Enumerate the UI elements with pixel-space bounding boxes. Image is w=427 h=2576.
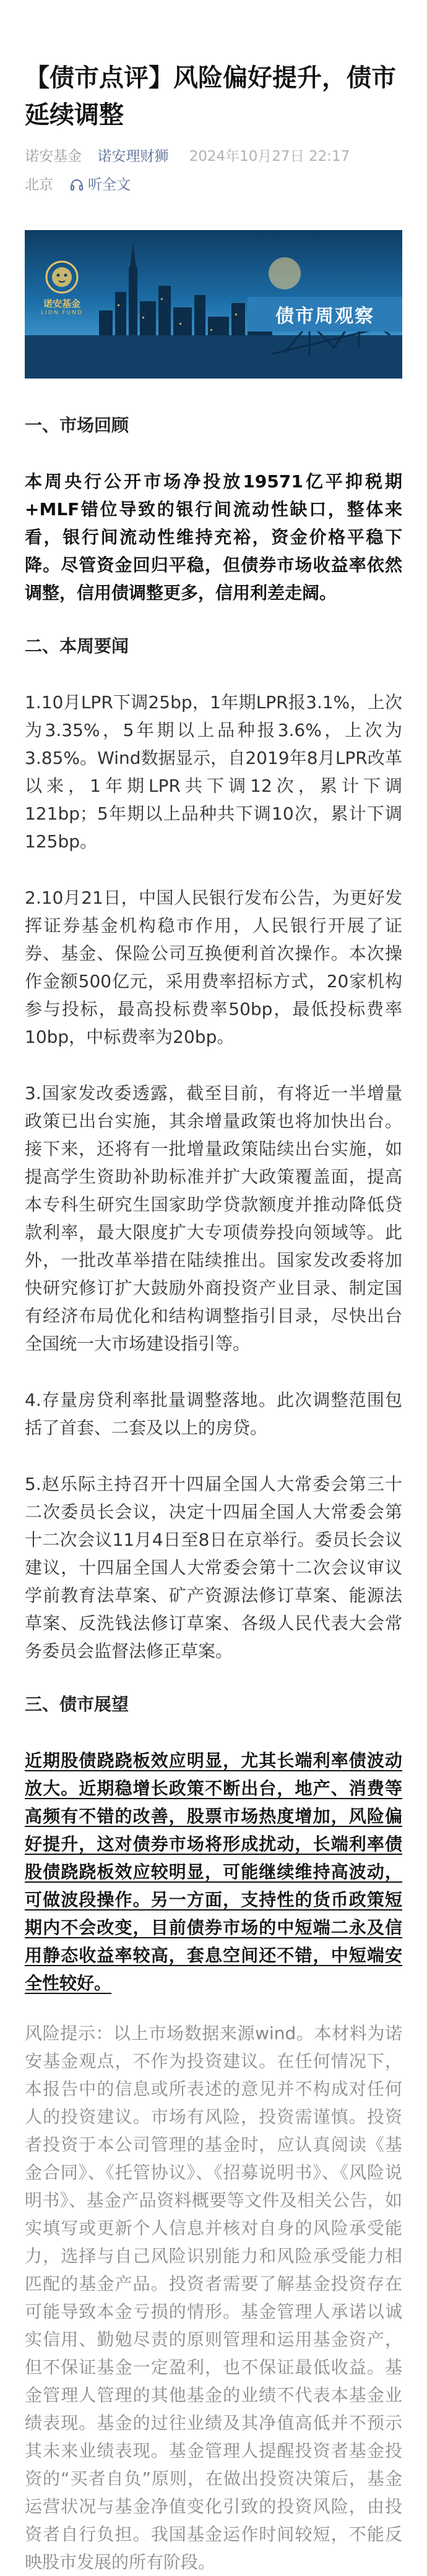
article-meta-secondary [25, 174, 402, 195]
outlook-paragraph [25, 1747, 402, 1997]
headphones-icon [69, 178, 84, 192]
news-item: 5.赵乐际主持召开十四届全国人大常委会第三十二次委员长会议，决定十四届全国人大常委会第十二次会议11月4日至8日在京举行。委员长会议建议，十四届全国人大常委会第十二次会议审议学前教育法草案、矿产资源法修订草案、能源法草案、反洗钱法修订草案、各级人民代表大会常务委员会监督法修正草案。 [25, 1474, 402, 1661]
article-title: 【债市点评】风险偏好提升，债市延续调整 [25, 64, 396, 129]
banner-image [25, 230, 402, 379]
brand-logo [38, 260, 85, 322]
author-name: 诺安基金 [25, 148, 82, 165]
publish-time: 2024年10月27日 22:17 [189, 148, 350, 165]
listen-label: 听全文 [88, 177, 131, 193]
risk-disclaimer: 风险提示：以上市场数据来源wind。本材料为诺安基金观点，不作为投资建议。在任何情况下，本报告中的信息或所表述的意见并不构成对任何人的投资建议。市场有风险，投资需谨慎。投资者投资于本公司管理的基金时，应认真阅读《基金合同》、《托管协议》、《招募说明书》、《风险说明书》、基金产品资料概要等文件及相关公告，如实填写或更新个人信息并核对自身的风险承受能力，选择与自己风险识别能力和风险承受能力相匹配的基金产品。投资者需要了解基金投资存在可能导致本金亏损的情形。基金管理人承诺以诚实信用、勤勉尽责的原则管理和运用基金资产，但不保证基金一定盈利，也不保证最低收益。基金管理人管理的其他基金的业绩不代表本基金业绩表现。基金的过往业绩及其净值高低并不预示其未来业绩表现。基金管理人提醒投资者基金投资的“买者自负”原则，在做出投资决策后，基金运营状况与基金净值变化引致的投资风险，由投资者自行负担。我国基金运作时间较短，不能反映股市发展的所有阶段。 [25, 2023, 402, 2572]
news-item: 2.10月21日，中国人民银行发布公告，为更好发挥证券基金机构稳市作用，人民银行开展了证券、基金、保险公司互换便利首次操作。本次操作金额500亿元，采用费率招标方式，20家机构参与投标，最高投标费率50bp，最低投标费率10bp，中标费率为20bp。 [25, 888, 402, 1047]
section-heading-review: 一、市场回顾 [25, 415, 129, 435]
review-paragraph: 本周央行公开市场净投放19571亿平抑税期+MLF错位导致的银行间流动性缺口，整体来看，银行间流动性维持充裕，资金价格平稳下降。尽管资金回归平稳，但债券市场收益率依然调整，信用债调整更多，信用利差走阔。 [25, 471, 402, 603]
brand-name: 诺安基金 [43, 298, 80, 309]
banner-tag: 债市周观察 [248, 297, 402, 332]
outlook-text: 近期股债跷跷板效应明显，尤其长端利率债波动放大。近期稳增长政策不断出台，地产、消费等高频有不错的改善，股票市场热度增加，风险偏好提升，这对债券市场将形成扰动，长端利率债股债跷跷板效应较明显，可能继续维持高波动，可做波段操作。另一方面，支持性的货币政策短期内不会改变，目前债券市场的中短端二永及信用静态收益率较高，套息空间还不错，中短端安全性较好。 [25, 1750, 402, 1993]
section-heading-outlook: 三、债市展望 [25, 1694, 129, 1714]
lion-logo-icon [45, 260, 79, 294]
location-text: 北京 [25, 177, 53, 193]
account-link[interactable]: 诺安理财狮 [97, 148, 169, 165]
listen-button[interactable] [69, 174, 131, 195]
news-item: 1.10月LPR下调25bp，1年期LPR报3.1%，上次为3.35%，5年期以上品种报3.6%，上次为3.85%。Wind数据显示，自2019年8月LPR改革以来，1年期LPR共下调12次，累计下调121bp；5年期以上品种共下调10次，累计下调125bp。 [25, 692, 402, 852]
section-heading-news: 二、本周要闻 [25, 636, 129, 656]
news-item: 3.国家发改委透露，截至目前，有将近一半增量政策已出台实施，其余增量政策也将加快出台。接下来，还将有一批增量政策陆续出台实施，如提高学生资助补助标准并扩大政策覆盖面，提高本专科生研究生国家助学贷款额度并推动降低贷款利率，最大限度扩大专项债券投向领域等。此外，一批改革举措在陆续推出。国家发改委将加快研究修订扩大鼓励外商投资产业目录、制定国有经济布局优化和结构调整指引目录，尽快出台全国统一大市场建设指引等。 [25, 1083, 402, 1354]
article-meta [25, 146, 402, 167]
news-item: 4.存量房贷利率批量调整落地。此次调整范围包括了首套、二套及以上的房贷。 [25, 1390, 402, 1438]
brand-name-en: LION FUND [41, 310, 83, 316]
